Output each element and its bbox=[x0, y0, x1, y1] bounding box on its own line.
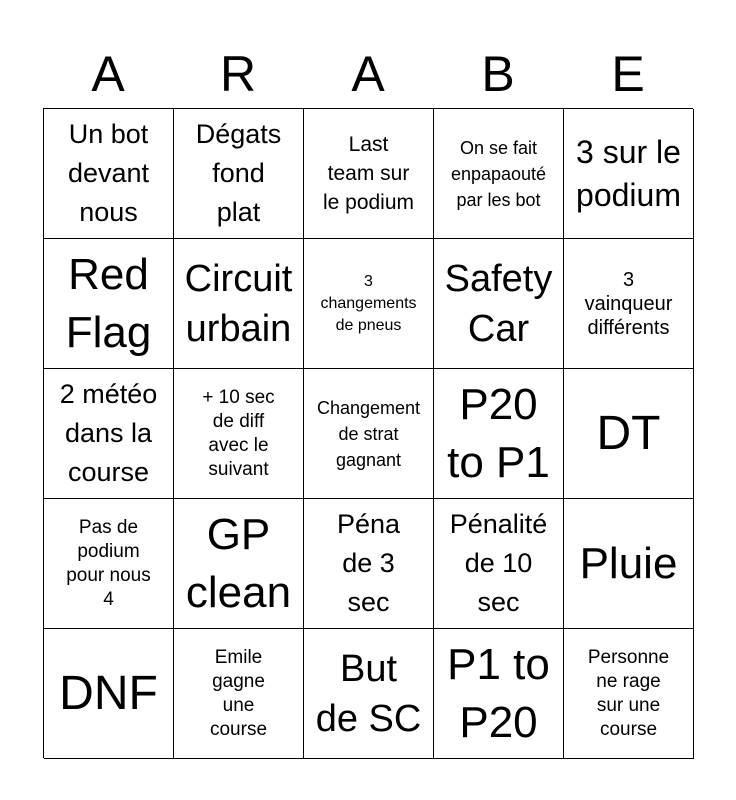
cell-text: 3 changements de pneus bbox=[320, 272, 417, 334]
bingo-header bbox=[43, 40, 693, 108]
cell-text: Un bot devant nous bbox=[67, 119, 150, 227]
bingo-cell[interactable] bbox=[564, 629, 694, 759]
bingo-cell[interactable] bbox=[564, 499, 694, 629]
bingo-cell[interactable] bbox=[174, 629, 304, 759]
bingo-cell[interactable] bbox=[304, 109, 434, 239]
cell-text: 3 sur le podium bbox=[576, 133, 681, 213]
bingo-cell[interactable] bbox=[174, 499, 304, 629]
cell-text: Pénalité de 10 sec bbox=[449, 509, 548, 617]
cell-text: On se fait enpapaouté par les bot bbox=[450, 137, 547, 210]
cell-text: DT bbox=[596, 406, 661, 460]
bingo-cell[interactable] bbox=[564, 239, 694, 369]
bingo-cell[interactable] bbox=[174, 239, 304, 369]
cell-text: + 10 sec de diff avec le suivant bbox=[202, 386, 275, 480]
cell-text: Safety Car bbox=[444, 257, 553, 350]
bingo-cell[interactable] bbox=[44, 109, 174, 239]
bingo-cell[interactable] bbox=[174, 369, 304, 499]
bingo-cell[interactable] bbox=[44, 629, 174, 759]
bingo-cell[interactable] bbox=[434, 369, 564, 499]
cell-text: DNF bbox=[59, 666, 158, 720]
bingo-grid bbox=[43, 108, 693, 758]
bingo-cell[interactable] bbox=[434, 499, 564, 629]
bingo-cell[interactable] bbox=[564, 109, 694, 239]
cell-text: Red Flag bbox=[65, 249, 152, 357]
header-letter-2: R bbox=[219, 46, 257, 102]
cell-text: 3 vainqueur différents bbox=[584, 268, 673, 339]
cell-text: 2 météo dans la course bbox=[59, 379, 158, 487]
cell-text: Emile gagne une course bbox=[209, 646, 268, 740]
cell-text: Pas de podium pour nous 4 bbox=[66, 516, 151, 610]
cell-text: P20 to P1 bbox=[447, 379, 550, 487]
bingo-cell[interactable] bbox=[434, 239, 564, 369]
bingo-cell[interactable] bbox=[44, 369, 174, 499]
cell-text: Last team sur le podium bbox=[322, 133, 415, 214]
bingo-cell[interactable] bbox=[434, 109, 564, 239]
header-letter-5: E bbox=[611, 46, 645, 102]
bingo-cell[interactable] bbox=[174, 109, 304, 239]
cell-text: GP clean bbox=[185, 509, 292, 617]
bingo-cell[interactable] bbox=[304, 629, 434, 759]
bingo-cell[interactable] bbox=[564, 369, 694, 499]
header-letter-3: A bbox=[351, 46, 385, 102]
cell-text: Pluie bbox=[579, 538, 678, 588]
cell-text: Changement de strat gagnant bbox=[316, 397, 421, 470]
header-letter-1: A bbox=[91, 46, 125, 102]
bingo-cell[interactable] bbox=[434, 629, 564, 759]
cell-text: P1 to P20 bbox=[447, 639, 550, 747]
header-letter-4: B bbox=[481, 46, 515, 102]
cell-text: Péna de 3 sec bbox=[336, 509, 401, 617]
bingo-cell[interactable] bbox=[44, 499, 174, 629]
cell-text: But de SC bbox=[315, 647, 422, 740]
bingo-cell[interactable] bbox=[304, 369, 434, 499]
cell-text: Personne ne rage sur une course bbox=[587, 646, 670, 740]
cell-text: Circuit urbain bbox=[184, 257, 293, 350]
bingo-cell[interactable] bbox=[44, 239, 174, 369]
bingo-cell[interactable] bbox=[304, 499, 434, 629]
cell-text: Dégats fond plat bbox=[195, 119, 282, 227]
bingo-cell[interactable] bbox=[304, 239, 434, 369]
